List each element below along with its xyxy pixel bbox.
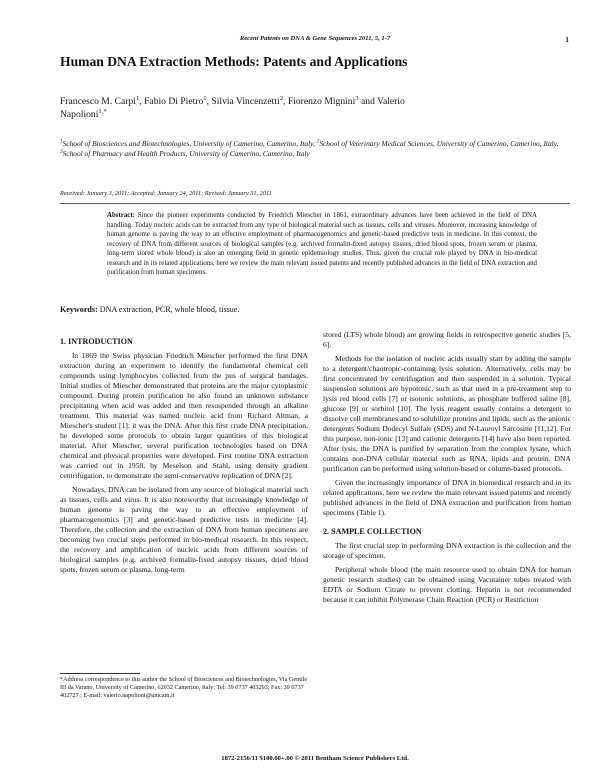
paper-title: Human DNA Extraction Methods: Patents and Applications — [60, 54, 408, 69]
right-column — [323, 330, 571, 605]
page-number: 1 — [565, 35, 569, 44]
divider — [60, 203, 570, 204]
abstract — [107, 211, 537, 278]
affil-text: School of Pharmacy and Health Products, University of Camerino, Camerino, Italy — [62, 149, 310, 159]
page-footer: 1872-2156/11 $100.00+.00 © 2011 Bentham Science Publishers Ltd. — [221, 755, 409, 762]
paragraph: Nowadays, DNA can be isolated from any source of biological material such as tissues, cells and virus. It is also noteworthy that increasingly knowledge of human genome is paving the way to an effective employment of pharmacogenomics [3] and genetic-based predictive tests in medicine [4]. Therefore, the collection and the extraction of DNA from human specimens are becoming two crucial steps performed in bio-medical research. In this respect, the recovery and amplification of nucleic acids from different sources of biological samples (e.g. archived formalin-fixed autopsy tissues, dried blood spots, frozen serum or plasma, long-term — [60, 485, 308, 574]
author-name: , Silvia Vincenzetti — [206, 96, 280, 107]
section-heading-introduction: 1. INTRODUCTION — [60, 337, 133, 346]
keywords — [60, 305, 570, 314]
affil-sup: 1 — [60, 138, 63, 145]
keywords-label: Keywords: — [60, 305, 98, 314]
left-column — [60, 337, 308, 575]
affil-text: School of Biosciences and Biotechnologies, University of Camerino, Camerino, Italy, — [62, 139, 317, 148]
correspondence-footnote — [60, 676, 308, 700]
footnote-divider — [60, 673, 140, 674]
paragraph: Peripheral whole blood (the main resource used to obtain DNA for human genetic research studies) can be obtained using Vacutainer tubes treated with EDTA or Sodium Citrate to prevent clotting. Heparin is not recommended because it can inhibit Polymerase Chain Reaction (PCR) or Restriction — [323, 565, 571, 604]
affil-sup: 3 — [60, 148, 63, 155]
author-name: Francesco M. Carpi — [60, 96, 136, 107]
received-dates: Received: January 3, 2011; Accepted: January 24, 2011; Revised: January 31, 2011 — [60, 190, 272, 197]
author-list — [60, 96, 570, 121]
author-name: , Fiorenzo Mignini — [283, 96, 356, 107]
author-sup: 1,* — [98, 107, 107, 115]
affil-text: School of Veterinary Medical Sciences, University of Camerino, Camerino, Italy, — [319, 139, 559, 148]
affil-sup: 2 — [316, 138, 320, 145]
paragraph: Methods for the isolation of nucleic acids usually start by adding the sample to a detergent/chaotropic-containing lysis solution. Alternatively, cells may be first concentrated by centrifugation and then suspended in a solution. Typical suspension solutions are hypotonic, such as that used in a pre-treatment step to lysis red blood cells [7] or isotonic solutions, as phosphate buffered saline [8], glucose [9] or sorbitol [10]. The lysis reagent usually contains a detergent to dissolve cell membranes and to solubilize proteins and lipids, such as the anionic detergents Sodium Dodecyl Sulfate (SDS) and N-Lauroyl Sarcosine [11,12]. For this purpose, non-ionic [13] and cationic detergents [14] have also been reported. After lysis, the DNA is purified by separation from the complex lysate, which contains non-DNA cellular material such as RNA, lipids and protein. DNA purification can be performed using solution-based or column-based protocols. — [323, 354, 571, 473]
paragraph: stored (LTS) whole blood) are growing fields in retrospective genetic studies [5, 6]. — [323, 330, 571, 349]
author-sup: 2 — [279, 94, 284, 102]
author-name: , Fabio Di Pietro — [139, 96, 204, 107]
paragraph: The first crucial step in performing DNA extraction is the collection and the storage of specimen. — [323, 541, 571, 560]
paragraph: Given the increasingly importance of DNA in biomedical research and in its related applications, here we review the main relevant issued patents and recently published advances in the field of DNA extraction and purification from human specimens (Table 1). — [323, 478, 571, 517]
footnote-star: * — [60, 676, 64, 683]
affiliations — [60, 139, 570, 159]
author-sup: 1 — [203, 94, 207, 102]
abstract-text: Since the pioneer experiments conducted by Friedrich Miescher in 1861, extraordinary advances have been achieved in the field of DNA handling. Today nucleic acids can be extracted from any type of biological material such as tissues, cells and viruses. Moreover, increasing knowledge of human genome is paving the way to an effective employment of pharmacogenomics and genetic-based predictive tests in medicine. In this context, the recovery of DNA from different sources of biological samples (e.g. archived formalin-fixed autopsy tissues, dried blood spots, frozen serum or plasma, long-term stored whole blood) is also an emerging field in genetic epidemiology studies. Thus, given the crucial role played by DNA in bio-medical research and in its related applications, here we review the main relevant issued patents and recently published advances in the field of DNA extraction and purification from human specimens. — [107, 212, 537, 276]
paragraph: In 1869 the Swiss physician Friedrich Miescher performed the first DNA extraction during an experiment to identify the fundamental chemical cell compounds using lymphocytes collected from the pus of surgical bandages. Initial studies of Miescher demonstrated that proteins are the major cytoplasmic compound. During protein purification he also found an unknown substance precipitating when acid was added and then resuspended through an alkaline treatment. This material was named nucleic acid from Richard Altman, a Miescher's student [1]: it was the DNA. After this first crude DNA precipitation, he developed some protocols to obtain larger quantities of this biological material. After Miescher, several purification technologies based on DNA chemical and physical properties were developed. First routine DNA extraction was carried out in 1958, by Meselson and Stahl, using density gradient centrifugation, to demonstrate the semi-conservative replication of DNA [2]. — [60, 351, 308, 480]
author-sup: 1 — [135, 94, 140, 102]
section-heading-sample-collection: 2. SAMPLE COLLECTION — [323, 527, 422, 536]
running-header: Recent Patents on DNA & Gene Sequences 2011, 5, 1-7 — [239, 35, 391, 42]
footnote-text: Address correspondence to this author the School of Biosciences and Biotechnologies, Via Gentile III da Varano, University of Camerino, 62032 Camerino, Italy; Tel: 39 0737 403293; Fax: 39 0737 402727 ; E-mail: valerio.napolioni@unicam.it — [60, 676, 308, 699]
author-sup: 3 — [355, 94, 359, 102]
author-name: Napolioni — [60, 108, 99, 120]
keywords-text: DNA extraction, PCR, whole blood, tissue. — [99, 305, 240, 314]
author-name: and Valerio — [358, 96, 405, 107]
abstract-label: Abstract: — [107, 212, 135, 219]
